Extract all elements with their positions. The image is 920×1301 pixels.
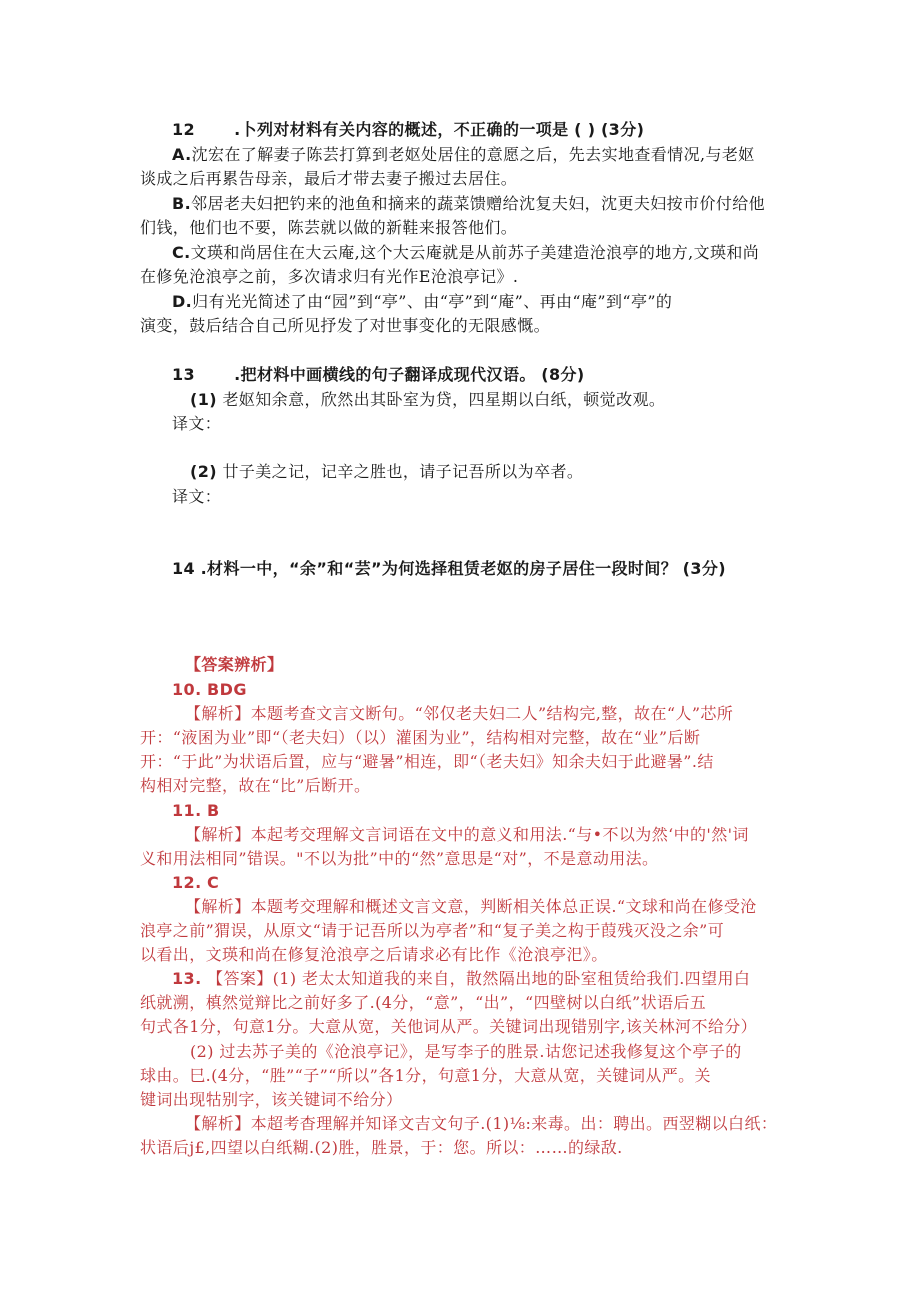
q14-number: 14 [172,559,196,578]
a13-2-line-2 [140,1064,790,1088]
translation-label: 译文： [172,487,222,506]
a11-line-1 [185,823,790,847]
q12-option-a-cont [140,167,790,191]
q13-item-2 [190,460,790,484]
analysis-text: 构相对完整，故在“比”后断开。 [140,776,371,795]
q14-score: (3分) [682,559,726,578]
q12-score: (3分) [600,120,645,139]
analysis-text: 键词出现牯别字，该关键词不给分） [140,1090,403,1109]
q12-option-b [172,192,790,216]
q12-option-a [172,143,790,167]
answer-11 [172,799,790,823]
analysis-text: 句式各1分，句意1分。大意从宽，关他词从严。关键词出现错别字,该关林河不给分） [140,1017,758,1036]
q13-translation-label-1 [172,412,790,436]
a12-line-2 [140,919,790,943]
q12-blank: ( ) [574,120,596,139]
q13-score: (8分) [541,365,585,384]
option-text: 谈成之后再累告母亲，最后才带去妻子搬过去居住。 [140,169,518,188]
analysis-text: 以看出，文瑛和尚在修复沧浪亭之后请求必有比作《沧浪亭汜》。 [140,945,608,964]
answer-number: 12. [172,873,202,892]
a12-line-1 [185,895,790,919]
q13-translation-label-2 [172,485,790,509]
a11-line-2 [140,847,790,871]
q13-stem: .把材料中画横线的句子翻译成现代汉语。 [234,365,536,384]
a13-line-3 [140,1015,790,1039]
item-text: 廿子美之记，记辛之胜也，请子记吾所以为卒者。 [222,462,584,481]
analysis-text: 义和用法相同”错误。"不以为批”中的“然”意思是“对”，不是意动用法。 [140,849,659,868]
option-text: 沈宏在了解妻子陈芸打算到老妪处居住的意愿之后，先去实地查看情况,与老妪 [191,145,755,164]
a10-line-3 [140,750,790,774]
option-text: 归有光光简述了由“园”到“亭”、由“亭”到“庵”、再由“庵”到“亭”的 [192,292,673,311]
option-label: A. [172,145,192,164]
analysis-text: 开：“于此”为状语后置，应与“避暑”相连，即“（老夫妇》知余夫妇于此避暑”.结 [140,752,714,771]
answer-value: C [207,873,220,892]
answer-number: 10. [172,680,202,699]
q12-option-d [172,290,790,314]
q12-stem: .卜列对材料有关内容的概述，不正确的一项是 [234,120,569,139]
q12-number: 12 [172,120,196,139]
option-text: 邻居老夫妇把钓来的池鱼和摘来的蔬菜馈赠给沈复夫妇，沈更夫妇按市价付给他 [191,194,766,213]
q12-heading [172,118,790,142]
a13-2-line-1 [190,1040,790,1064]
analysis-text: 【解析】本题考交理解和概述文言文意，判断相关体总正误.“文球和尚在修受沧 [185,897,757,916]
analysis-text: 【解析】本超考杳理解并知译文吉文句子.(1)⅛:来毒。出：聘出。西翌糊以白纸： [185,1114,778,1133]
option-text: 演变，鼓后结合自己所见抒发了对世事变化的无限感慨。 [140,316,551,335]
analysis-text: 【答案】(1) 老太太知道我的来自，散然隔出地的卧室租赁给我们.四望用白 [207,969,751,988]
q12-option-c [172,241,790,265]
a13-3-line-1 [185,1112,790,1136]
option-label: B. [172,194,192,213]
item-text: 老妪知余意，欣然出其卧室为贷，四星期以白纸，顿觉改观。 [222,390,666,409]
analysis-text: 纸就溯，槙然觉辩比之前好多了.(4分，“意”，“出”，“四壁树以白纸”状语后五 [140,993,707,1012]
a10-line-1 [185,702,790,726]
analysis-text: (2) 过去苏子美的《沧浪亭记》，是写李子的胜景.诂您记述我修复这个亭子的 [190,1042,742,1061]
q13-number: 13 [172,365,196,384]
q12-option-c-cont [140,265,790,289]
answer-number: 11. [172,801,202,820]
q14-stem: .材料一中，“余”和“芸”为何选择租赁老妪的房子居住一段时间？ [200,559,678,578]
option-label: C. [172,243,191,262]
analysis-text: 状语后j£,四望以白纸糊.(2)胜，胜景，于：您。所以：……的绿敌. [140,1138,623,1157]
item-label: (2) [190,462,217,481]
answer-13 [172,967,790,991]
option-label: D. [172,292,193,311]
a13-2-line-3 [140,1088,790,1112]
answers-header [185,653,790,677]
analysis-text: 【解析】本起考交理解文言词语在文中的意义和用法.“与•不以为然‘中的'然'词 [185,825,749,844]
q14-heading [172,557,790,581]
q13-item-1 [190,388,790,412]
analysis-text: 球由。巳.(4分，“胜”“子”“所以”各1分，句意1分，大意从宽，关键词从严。关 [140,1066,711,1085]
answer-value: B [207,801,220,820]
a10-line-2 [140,726,790,750]
analysis-text: 【解析】本题考查文言文断句。“邻仅老夫妇二人”结构完,整，故在“人”芯所 [185,704,734,723]
option-text: 在修免沧浪亭之前，多次请求归有光作E沧浪亭记》. [140,267,519,286]
q13-heading [172,363,790,387]
item-label: (1) [190,390,217,409]
answer-10 [172,678,790,702]
q12-option-d-cont [140,314,790,338]
a13-3-line-2 [140,1136,790,1160]
answer-number: 13. [172,969,202,988]
q12-option-b-cont [140,216,790,240]
option-text: 文瑛和尚居住在大云庵,这个大云庵就是从前苏子美建造沧浪亭的地方,文瑛和尚 [190,243,760,262]
answers-header-text: 【答案辨析】 [185,655,284,674]
analysis-text: 开：“液囷为业”即“（老夫妇）（以）灌囷为业”，结构相对完整，故在“业”后断 [140,728,701,747]
option-text: 们钱，他们也不要，陈芸就以做的新鞋来报答他们。 [140,218,518,237]
a12-line-3 [140,943,790,967]
answer-12 [172,871,790,895]
analysis-text: 浪亭之前”猬误，从原文“请于记吾所以为亭者”和“复子美之构于葭残灭没之余”可 [140,921,725,940]
answer-value: BDG [207,680,247,699]
translation-label: 译文： [172,414,222,433]
a10-line-4 [140,774,790,798]
a13-line-2 [140,991,790,1015]
